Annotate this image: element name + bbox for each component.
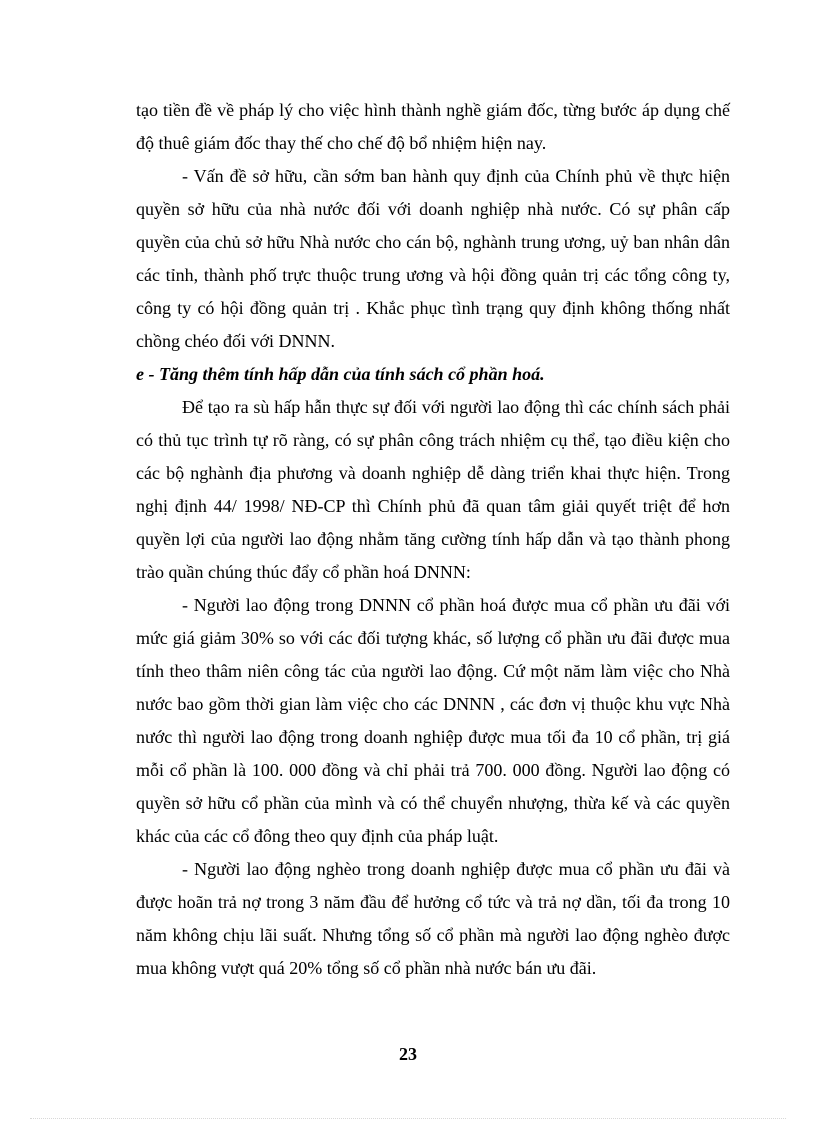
paragraph-continuation: tạo tiền đề về pháp lý cho việc hình thành nghề giám đốc, từng bước áp dụng chế độ thuê giám đốc thay thế cho chế độ bổ nhiệm hiện nay. [136,100,730,153]
page-bottom-divider [30,1118,786,1119]
paragraph-poor-workers: - Người lao động nghèo trong doanh nghiệp được mua cổ phần ưu đãi và được hoãn trả nợ trong 3 năm đầu để hưởng cổ tức và trả nợ dần, tối đa trong 10 năm không chịu lãi suất. Nhưng tổng số cổ phần mà người lao động nghèo được mua không vượt quá 20% tổng số cổ phần nhà nước bán ưu đãi. [136,859,730,978]
paragraph-attractiveness: Để tạo ra sù hấp hẫn thực sự đối với người lao động thì các chính sách phải có thủ tục trình tự rõ ràng, có sự phân công trách nhiệm cụ thể, tạo điều kiện cho các bộ nghành địa phương và doanh nghiệp dễ dàng triển khai thực hiện. Trong nghị định 44/ 1998/ NĐ-CP thì Chính phủ đã quan tâm giải quyết triệt để hơn quyền lợi của người lao động nhằm tăng cường tính hấp dẫn và tạo thành phong trào quần chúng thúc đẩy cổ phần hoá DNNN: [136,397,730,582]
paragraph-worker-shares: - Người lao động trong DNNN cổ phần hoá được mua cổ phần ưu đãi với mức giá giảm 30% so với các đối tượng khác, số lượng cổ phần ưu đãi được mua tính theo thâm niên công tác của người lao động. Cứ một năm làm việc cho Nhà nước bao gồm thời gian làm việc cho các DNNN , các đơn vị thuộc khu vực Nhà nước thì người lao động trong doanh nghiệp được mua tối đa 10 cổ phần, trị giá mỗi cổ phần là 100. 000 đồng và chỉ phải trả 700. 000 đồng. Người lao động có quyền sở hữu cổ phần của mình và có thể chuyển nhượng, thừa kế và các quyền khác của các cổ đông theo quy định của pháp luật. [136,595,730,846]
paragraph-ownership: - Vấn đề sở hữu, cần sớm ban hành quy định của Chính phủ về thực hiện quyền sở hữu của nhà nước đối với doanh nghiệp nhà nước. Có sự phân cấp quyền của chủ sở hữu Nhà nước cho cán bộ, nghành trung ương, uỷ ban nhân dân các tỉnh, thành phố trực thuộc trung ương và hội đồng quản trị các tổng công ty, công ty có hội đồng quản trị . Khắc phục tình trạng quy định không thống nhất chồng chéo đối với DNNN. [136,166,730,351]
page-body [136,94,730,985]
page-number: 23 [399,1044,417,1064]
section-heading: e - Tăng thêm tính hấp dẫn của tính sách cổ phần hoá. [136,364,545,384]
